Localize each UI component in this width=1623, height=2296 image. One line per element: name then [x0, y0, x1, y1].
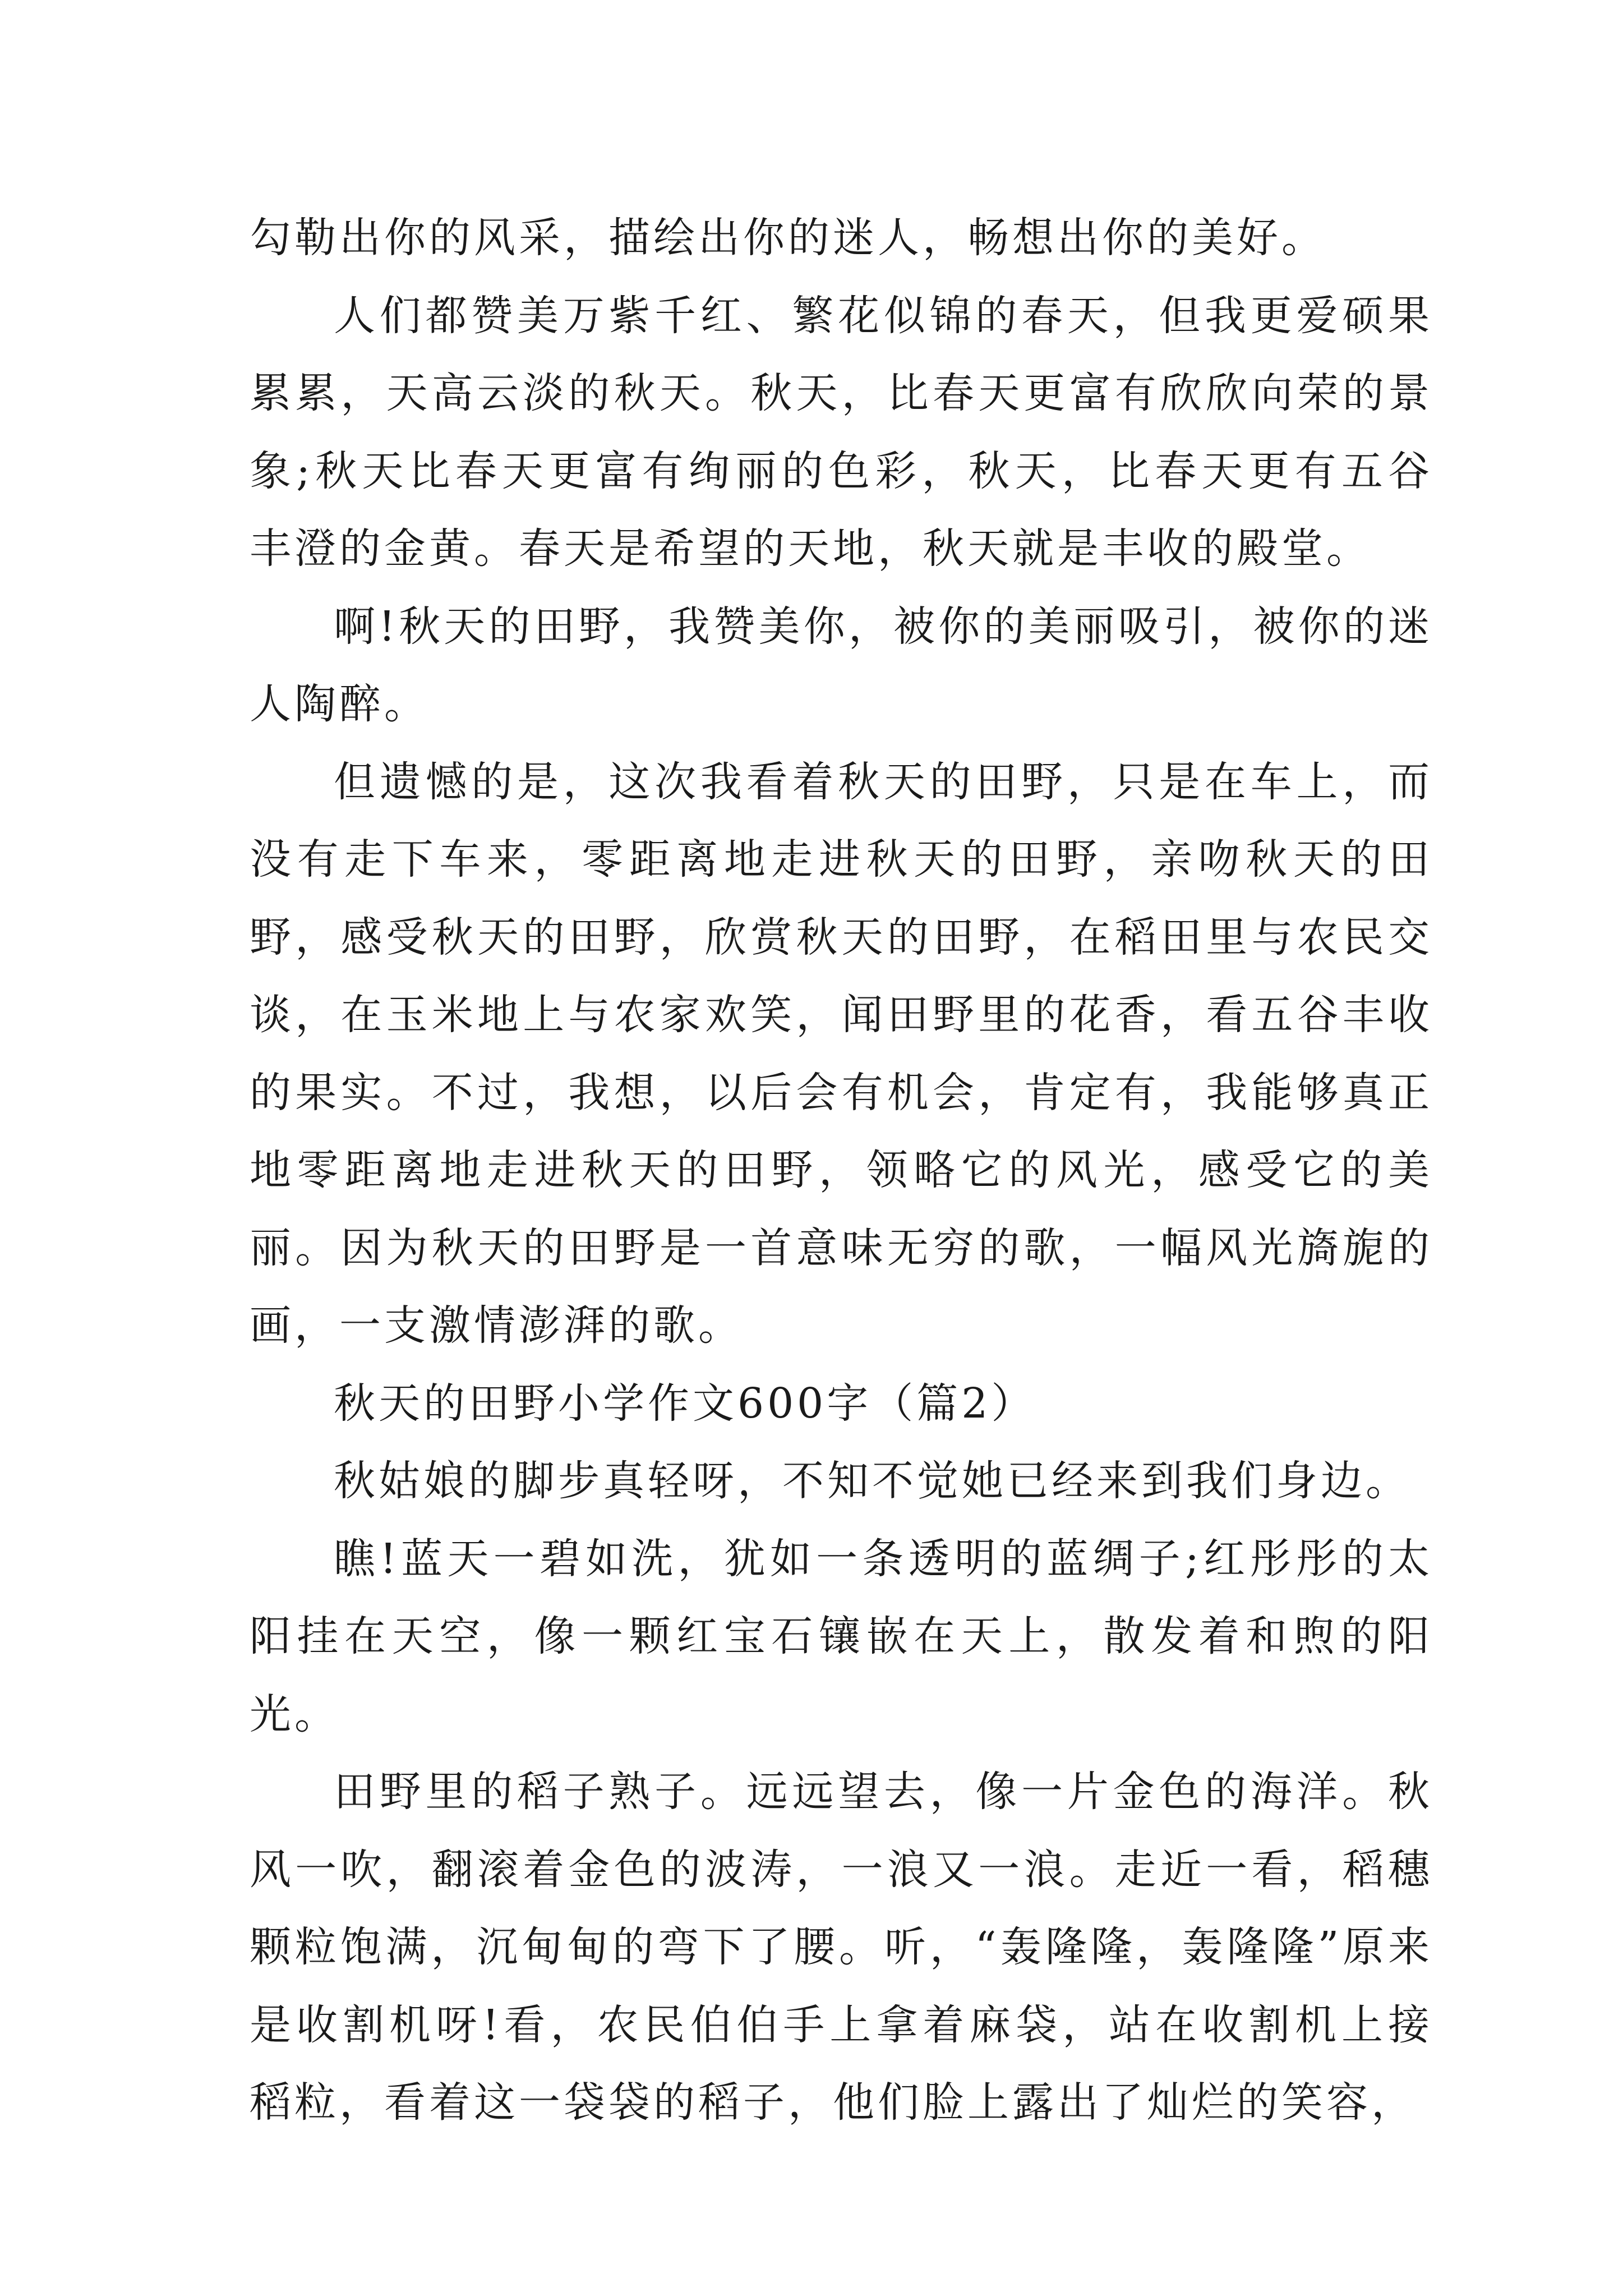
paragraph-5: 秋姑娘的脚步真轻呀，不知不觉她已经来到我们身边。 [334, 1457, 1410, 1505]
paragraph-6: 瞧!蓝天一碧如洗，犹如一条透明的蓝绸子;红彤彤的太阳挂在天空，像一颗红宝石镶嵌在天上，散发着和煦的阳光。 [250, 1534, 1433, 1738]
document-body [250, 199, 1433, 2142]
section-heading: 秋天的田野小学作文600字（篇2） [334, 1379, 1036, 1428]
paragraph-1: 勾勒出你的风采，描绘出你的迷人，畅想出你的美好。 [250, 214, 1326, 262]
paragraph-7: 田野里的稻子熟子。远远望去，像一片金色的海洋。秋风一吹，翻滚着金色的波涛，一浪又一浪。走近一看，稻穗颗粒饱满，沉甸甸的弯下了腰。听，“轰隆隆，轰隆隆”原来是收割机呀!看，农民伯伯手上拿着麻袋，站在收割机上接稻粒，看着这一袋袋的稻子，他们脸上露出了灿烂的笑容， [250, 1768, 1433, 2127]
paragraph-3: 啊!秋天的田野，我赞美你，被你的美丽吸引，被你的迷人陶醉。 [250, 602, 1433, 728]
paragraph-2: 人们都赞美万紫千红、繁花似锦的春天，但我更爱硕果累累，天高云淡的秋天。秋天，比春天更富有欣欣向荣的景象;秋天比春天更富有绚丽的色彩，秋天，比春天更有五谷丰澄的金黄。春天是希望的天地，秋天就是丰收的殿堂。 [250, 291, 1433, 573]
paragraph-4: 但遗憾的是，这次我看着秋天的田野，只是在车上，而没有走下车来，零距离地走进秋天的田野，亲吻秋天的田野，感受秋天的田野，欣赏秋天的田野，在稻田里与农民交谈，在玉米地上与农家欢笑，闻田野里的花香，看五谷丰收的果实。不过，我想，以后会有机会，肯定有，我能够真正地零距离地走进秋天的田野，领略它的风光，感受它的美丽。因为秋天的田野是一首意味无穷的歌，一幅风光旖旎的画，一支激情澎湃的歌。 [250, 757, 1433, 1350]
